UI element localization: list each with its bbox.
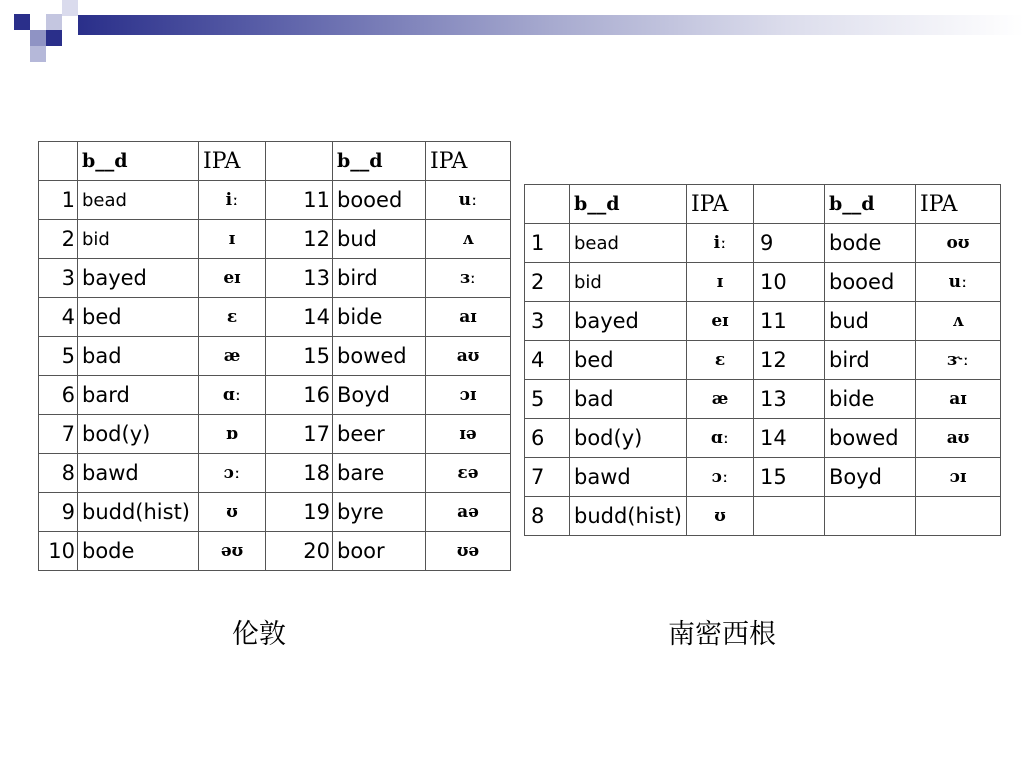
example-word: bird <box>825 341 916 380</box>
example-word: booed <box>333 181 426 220</box>
row-number: 9 <box>39 493 78 532</box>
column-header <box>525 185 570 224</box>
example-word: bide <box>333 298 426 337</box>
example-word: bare <box>333 454 426 493</box>
example-word: bide <box>825 380 916 419</box>
example-word: budd(hist) <box>78 493 199 532</box>
row-number: 17 <box>266 415 333 454</box>
ipa-symbol: ɒ <box>199 415 266 454</box>
row-number: 16 <box>266 376 333 415</box>
column-header: b__d <box>825 185 916 224</box>
ipa-symbol: eɪ <box>687 302 754 341</box>
gradient-bar <box>78 15 1024 35</box>
row-number: 14 <box>754 419 825 458</box>
example-word: bud <box>825 302 916 341</box>
column-header: IPA <box>687 185 754 224</box>
ipa-symbol: aə <box>426 493 511 532</box>
deco-square <box>46 30 62 46</box>
ipa-symbol: uː <box>426 181 511 220</box>
example-word: bed <box>78 298 199 337</box>
row-number: 1 <box>39 181 78 220</box>
example-word: bowed <box>333 337 426 376</box>
row-number: 13 <box>754 380 825 419</box>
southern-michigan-caption: 南密西根 <box>668 619 776 650</box>
ipa-symbol: æ <box>199 337 266 376</box>
table-row <box>525 302 1001 341</box>
ipa-symbol: ɔː <box>199 454 266 493</box>
row-number: 2 <box>525 263 570 302</box>
table-row <box>39 493 511 532</box>
row-number: 15 <box>754 458 825 497</box>
table-row <box>39 454 511 493</box>
ipa-symbol: aʊ <box>916 419 1001 458</box>
row-number: 9 <box>754 224 825 263</box>
example-word: bode <box>825 224 916 263</box>
row-number: 2 <box>39 220 78 259</box>
example-word: bid <box>570 263 687 302</box>
table-row <box>39 532 511 571</box>
example-word: booed <box>825 263 916 302</box>
row-number: 5 <box>39 337 78 376</box>
ipa-symbol: ʌ <box>916 302 1001 341</box>
table-row <box>525 263 1001 302</box>
ipa-symbol: ɛə <box>426 454 511 493</box>
example-word: bawd <box>78 454 199 493</box>
title-decoration <box>0 0 1024 64</box>
row-number: 19 <box>266 493 333 532</box>
table-row <box>525 380 1001 419</box>
southern-michigan-vowel-table <box>524 184 1001 536</box>
row-number: 3 <box>39 259 78 298</box>
table-row <box>525 224 1001 263</box>
ipa-symbol: ɔɪ <box>426 376 511 415</box>
example-word: Boyd <box>825 458 916 497</box>
example-word: bead <box>570 224 687 263</box>
table-row <box>39 415 511 454</box>
deco-square <box>46 14 62 30</box>
example-word: bad <box>78 337 199 376</box>
table-row <box>39 298 511 337</box>
example-word: bud <box>333 220 426 259</box>
table-row <box>525 497 1001 536</box>
row-number: 4 <box>525 341 570 380</box>
example-word: boor <box>333 532 426 571</box>
column-header <box>39 142 78 181</box>
row-number: 7 <box>39 415 78 454</box>
row-number: 10 <box>39 532 78 571</box>
row-number: 15 <box>266 337 333 376</box>
row-number: 13 <box>266 259 333 298</box>
example-word: bird <box>333 259 426 298</box>
column-header <box>754 185 825 224</box>
example-word: bad <box>570 380 687 419</box>
row-number: 1 <box>525 224 570 263</box>
example-word: Boyd <box>333 376 426 415</box>
example-word: beer <box>333 415 426 454</box>
deco-square <box>30 46 46 62</box>
ipa-symbol: ɔɪ <box>916 458 1001 497</box>
column-header: IPA <box>916 185 1001 224</box>
row-number: 3 <box>525 302 570 341</box>
row-number <box>754 497 825 536</box>
ipa-symbol: ʊə <box>426 532 511 571</box>
row-number: 14 <box>266 298 333 337</box>
column-header: b__d <box>570 185 687 224</box>
example-word: budd(hist) <box>570 497 687 536</box>
ipa-symbol: ʌ <box>426 220 511 259</box>
row-number: 18 <box>266 454 333 493</box>
row-number: 8 <box>525 497 570 536</box>
ipa-symbol: ɜː <box>426 259 511 298</box>
ipa-symbol <box>916 497 1001 536</box>
row-number: 6 <box>39 376 78 415</box>
ipa-symbol: aɪ <box>916 380 1001 419</box>
column-header: IPA <box>426 142 511 181</box>
deco-square <box>30 30 46 46</box>
example-word: bayed <box>570 302 687 341</box>
row-number: 12 <box>754 341 825 380</box>
table-row <box>39 376 511 415</box>
ipa-symbol: oʊ <box>916 224 1001 263</box>
ipa-symbol: ʊ <box>687 497 754 536</box>
ipa-symbol: ɛ <box>687 341 754 380</box>
table-row <box>525 419 1001 458</box>
ipa-symbol: iː <box>687 224 754 263</box>
table-row <box>39 337 511 376</box>
row-number: 8 <box>39 454 78 493</box>
deco-square <box>14 14 30 30</box>
ipa-symbol: əʊ <box>199 532 266 571</box>
table-row <box>39 259 511 298</box>
table-header-row <box>525 185 1001 224</box>
ipa-symbol: aɪ <box>426 298 511 337</box>
row-number: 4 <box>39 298 78 337</box>
row-number: 5 <box>525 380 570 419</box>
row-number: 20 <box>266 532 333 571</box>
ipa-symbol: ɔː <box>687 458 754 497</box>
example-word: bod(y) <box>78 415 199 454</box>
example-word: bowed <box>825 419 916 458</box>
table-row <box>525 341 1001 380</box>
table-row <box>39 220 511 259</box>
example-word <box>825 497 916 536</box>
ipa-symbol: ɪə <box>426 415 511 454</box>
ipa-symbol: ɛ <box>199 298 266 337</box>
table-header-row <box>39 142 511 181</box>
ipa-symbol: ʊ <box>199 493 266 532</box>
column-header <box>266 142 333 181</box>
row-number: 6 <box>525 419 570 458</box>
ipa-symbol: uː <box>916 263 1001 302</box>
example-word: bead <box>78 181 199 220</box>
row-number: 11 <box>754 302 825 341</box>
example-word: bard <box>78 376 199 415</box>
example-word: bed <box>570 341 687 380</box>
ipa-symbol: eɪ <box>199 259 266 298</box>
example-word: byre <box>333 493 426 532</box>
example-word: bid <box>78 220 199 259</box>
row-number: 7 <box>525 458 570 497</box>
column-header: b__d <box>333 142 426 181</box>
example-word: bod(y) <box>570 419 687 458</box>
ipa-symbol: ɑː <box>687 419 754 458</box>
table-row <box>39 181 511 220</box>
column-header: IPA <box>199 142 266 181</box>
example-word: bode <box>78 532 199 571</box>
row-number: 10 <box>754 263 825 302</box>
deco-square <box>62 0 78 16</box>
row-number: 11 <box>266 181 333 220</box>
ipa-symbol: ɪ <box>687 263 754 302</box>
ipa-symbol: ɝː <box>916 341 1001 380</box>
column-header: b__d <box>78 142 199 181</box>
example-word: bayed <box>78 259 199 298</box>
ipa-symbol: æ <box>687 380 754 419</box>
ipa-symbol: iː <box>199 181 266 220</box>
ipa-symbol: ɑː <box>199 376 266 415</box>
london-caption: 伦敦 <box>232 619 286 650</box>
ipa-symbol: aʊ <box>426 337 511 376</box>
table-row <box>525 458 1001 497</box>
row-number: 12 <box>266 220 333 259</box>
example-word: bawd <box>570 458 687 497</box>
ipa-symbol: ɪ <box>199 220 266 259</box>
london-vowel-table <box>38 141 511 571</box>
